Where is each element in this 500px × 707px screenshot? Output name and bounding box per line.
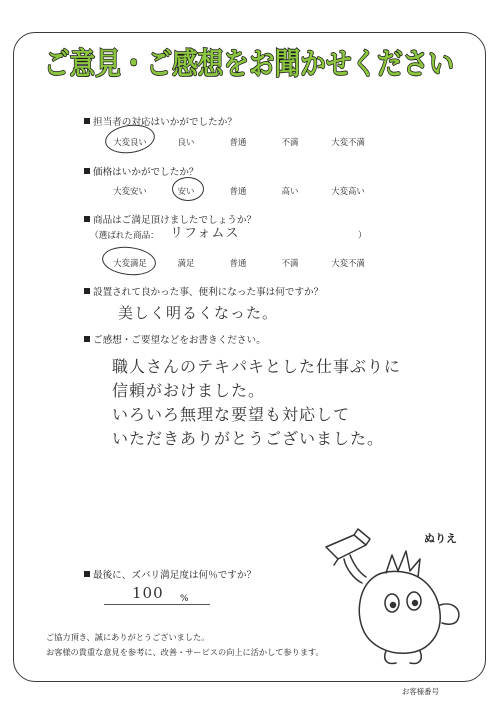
customer-number-label: お客様番号 [402, 687, 439, 696]
question-staff: 担当者の対応はいかがでしたか？ [84, 114, 237, 128]
comment-line: いただきありがとうございました。 [112, 429, 385, 448]
question-product: 商品はご満足頂けましたでしょうか？ [84, 212, 256, 226]
q1-option-5[interactable]: 大変不満 [331, 137, 365, 147]
question-comments: ご感想・ご要望などをお書きください。 [84, 332, 266, 346]
q2-option-2[interactable]: 安い [177, 186, 195, 196]
q3-option-5[interactable]: 大変不満 [331, 258, 365, 268]
q3-option-2[interactable]: 満足 [177, 258, 195, 268]
product-handwritten: リフォムス [170, 226, 240, 241]
q3-option-3[interactable]: 普通 [229, 258, 247, 268]
product-suffix: ） [358, 231, 367, 241]
satisfaction-underline [104, 604, 210, 605]
bullet-square-icon [84, 336, 90, 342]
mascot-illustration [316, 525, 476, 675]
percent-unit: % [180, 594, 189, 604]
q1-option-4[interactable]: 不満 [281, 137, 299, 147]
q1-option-1[interactable]: 大変良い [113, 137, 147, 147]
thanks-text: ご協力頂き、誠にありがとうございました。 [46, 632, 210, 642]
benefit-answer: 美しく明るくなった。 [118, 304, 279, 322]
comment-line: いろいろ無理な要望も対応して [112, 405, 351, 424]
comment-line: 信頼がおけました。 [112, 381, 266, 400]
comment-line: 職人さんのテキパキとした仕事ぶりに [112, 357, 402, 376]
question-satisfaction: 最後に、ズバリ満足度は何％ですか？ [84, 567, 256, 581]
q1-option-3[interactable]: 普通 [229, 137, 247, 147]
mascot-label: ぬりえ [424, 532, 457, 545]
question-price: 価格はいかがでしたか？ [84, 164, 199, 178]
improvement-note: お客様の貴重な意見を参考に、改善・サービスの向上に活かして参ります。 [46, 647, 324, 657]
paint-brush-icon [326, 535, 366, 559]
q1-option-2[interactable]: 良い [177, 137, 195, 147]
bullet-square-icon [84, 216, 90, 222]
q2-option-3[interactable]: 普通 [229, 186, 247, 196]
q3-option-1[interactable]: 大変満足 [113, 258, 147, 268]
q2-option-1[interactable]: 大変安い [113, 186, 147, 196]
page-title: ご意見・ご感想をお聞かせください [44, 47, 454, 82]
bullet-square-icon [84, 571, 90, 577]
bullet-square-icon [84, 288, 90, 294]
satisfaction-value: 100 [132, 584, 164, 602]
product-prefix: （選ばれた商品： [90, 231, 159, 241]
bullet-square-icon [84, 168, 90, 174]
question-benefit: 設置されて良かった事、便利になった事は何ですか？ [84, 284, 323, 298]
selection-circle [172, 177, 204, 201]
q2-option-5[interactable]: 大変高い [331, 186, 365, 196]
q3-option-4[interactable]: 不満 [281, 258, 299, 268]
title-banner [13, 38, 486, 88]
bullet-square-icon [84, 118, 90, 124]
q2-option-4[interactable]: 高い [281, 186, 299, 196]
